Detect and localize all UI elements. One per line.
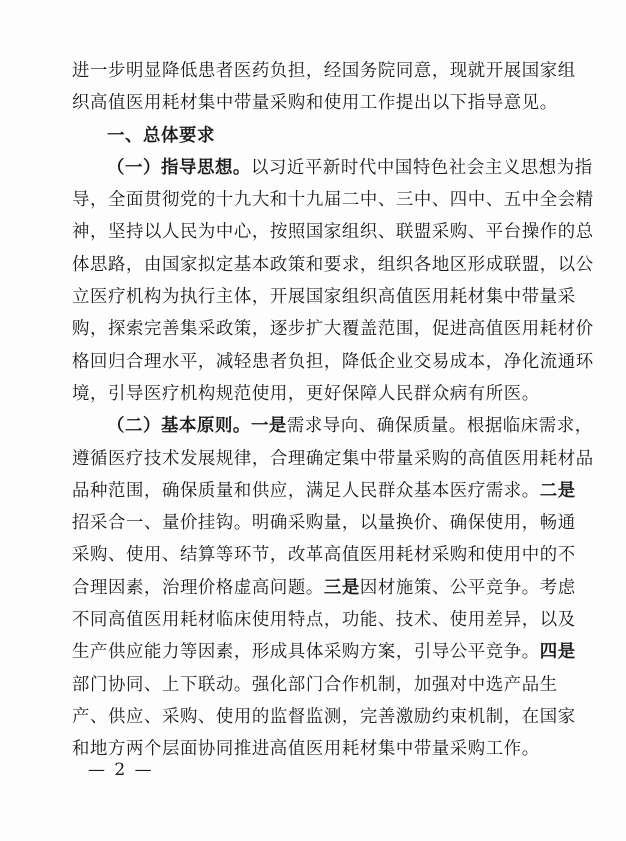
body-text: 合理因素，治理价格虚高问题。 [72, 577, 324, 598]
body-line: 神，坚持以人民为中心，按照国家组织、联盟采购、平台操作的总 [72, 222, 594, 243]
principle-marker: 一是 [250, 416, 287, 437]
subsection-label: （一）指导思想。 [107, 157, 251, 178]
body-text: 以习近平新时代中国特色社会主义思想为指 [250, 157, 593, 178]
body-line: 进一步明显降低患者医药负担，经国务院同意，现就开展国家组 [72, 61, 576, 81]
body-line: 体思路，由国家拟定基本政策和要求，组织各地区形成联盟，以公 [72, 254, 594, 275]
body-text: 需求导向、确保质量。根据临床需求， [286, 416, 593, 437]
body-line: 和地方两个层面协同推进高值医用耗材集中带量采购工作。 [72, 739, 540, 760]
subsection-label: （二）基本原则。 [107, 416, 251, 437]
body-line: 购，探索完善集采政策，逐步扩大覆盖范围，促进高值医用耗材价 [72, 319, 594, 340]
body-line: 遵循医疗技术发展规律，合理确定集中带量采购的高值医用耗材品 [72, 448, 594, 469]
section-heading: 一、总体要求 [107, 125, 215, 146]
paragraph-first-line [72, 410, 593, 442]
body-line: 导，全面贯彻党的十九大和十九届二中、三中、四中、五中全会精 [72, 190, 594, 211]
body-line: 立医疗机构为执行主体，开展国家组织高值医用耗材集中带量采 [72, 287, 576, 308]
body-line: 招采合一、量价挂钩。明确采购量，以量换价、确保使用，畅通 [72, 513, 576, 534]
body-line: 境，引导医疗机构规范使用，更好保障人民群众病有所医。 [72, 383, 540, 404]
body-line [72, 636, 576, 668]
body-line [72, 572, 576, 604]
page-number: — 2 — [88, 760, 154, 780]
principle-marker: 三是 [323, 577, 360, 598]
body-line: 部门协同、上下联动。强化部门合作机制，加强对中选产品生 [72, 674, 558, 695]
body-line: 格回归合理水平，减轻患者负担，降低企业交易成本，净化流通环 [72, 351, 594, 372]
body-line: 织高值医用耗材集中带量采购和使用工作提出以下指导意见。 [72, 93, 558, 114]
body-text: 品种范围，确保质量和供应，满足人民群众基本医疗需求。 [72, 480, 540, 501]
body-text: 生产供应能力等因素，形成具体采购方案，引导公平竞争。 [72, 642, 540, 663]
document-body [72, 55, 594, 766]
paragraph-first-line [72, 152, 593, 184]
principle-marker: 四是 [539, 642, 576, 663]
principle-marker: 二是 [539, 480, 576, 501]
body-line [72, 475, 576, 507]
body-line: 不同高值医用耗材临床使用特点，功能、技术、使用差异，以及 [72, 610, 576, 631]
body-text: 因材施策、公平竞争。考虑 [359, 577, 576, 598]
body-line: 产、供应、采购、使用的监督监测，完善激励约束机制，在国家 [72, 706, 576, 727]
body-line: 采购、使用、结算等环节，改革高值医用耗材采购和使用中的不 [72, 545, 576, 566]
